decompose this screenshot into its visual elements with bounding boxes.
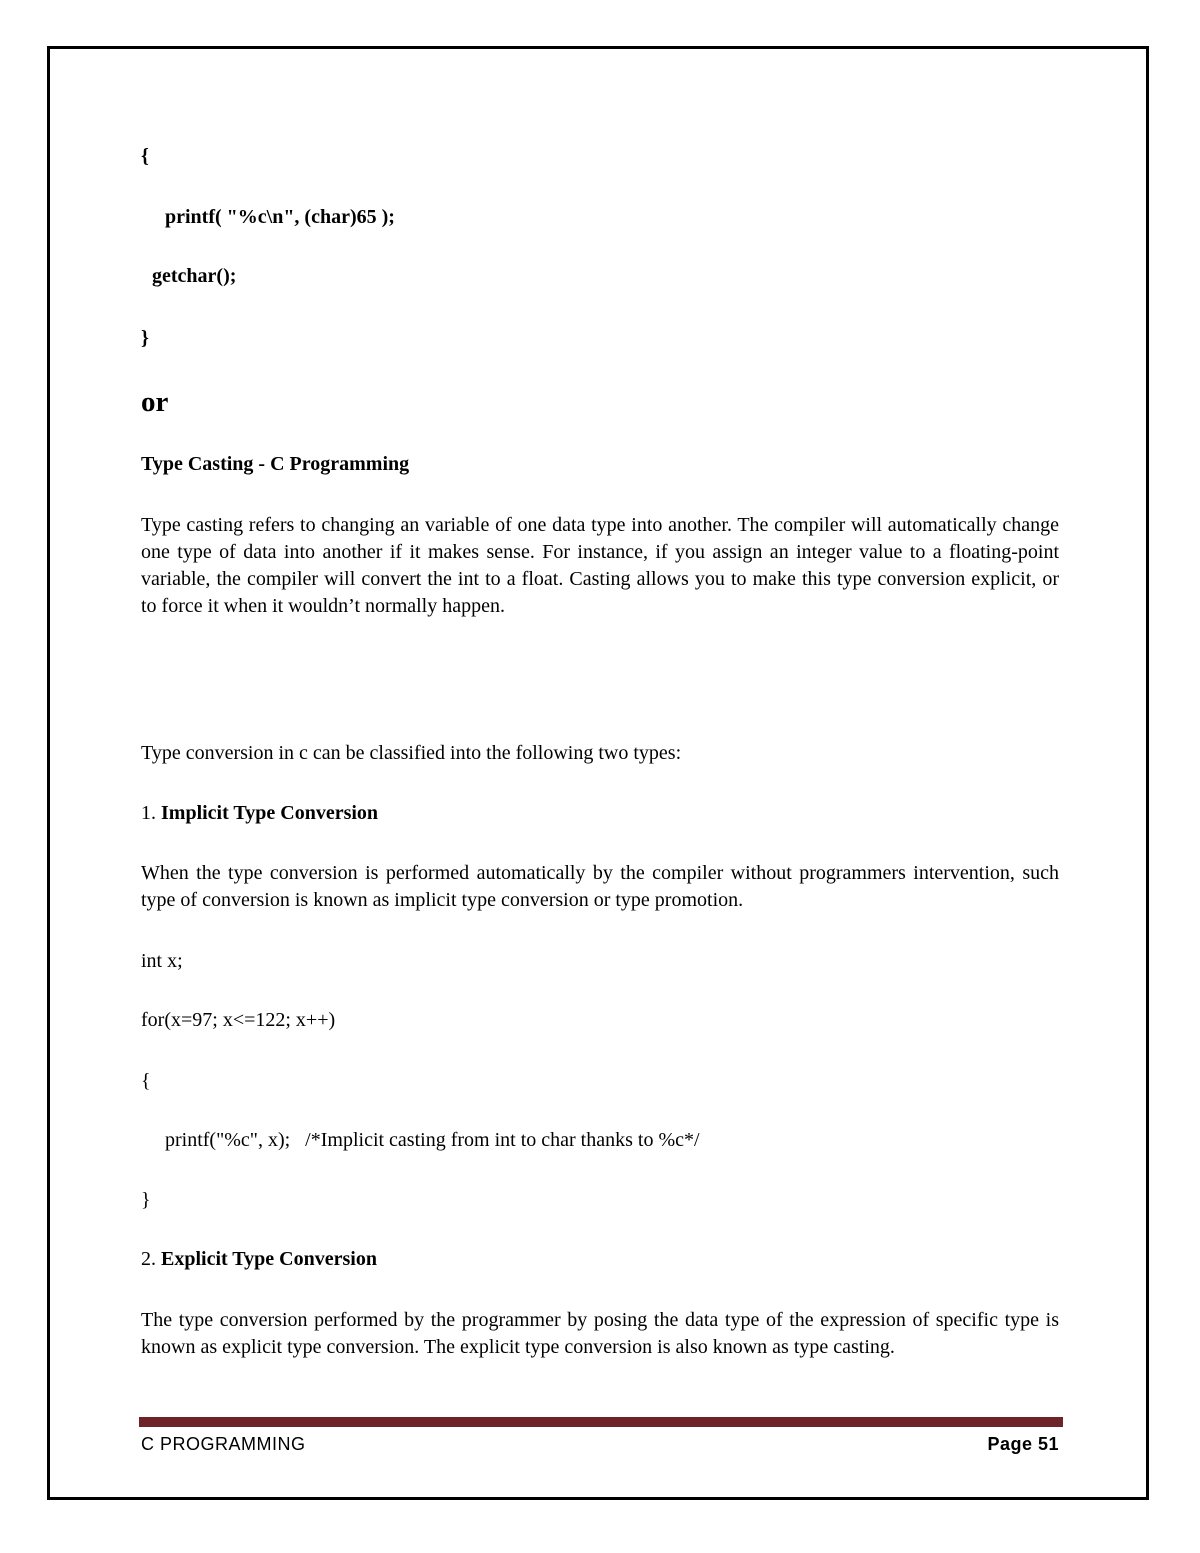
code2-printf-line: printf("%c", x); /*Implicit casting from int to char thanks to %c*/ <box>165 1129 700 1151</box>
code-getchar-line: getchar(); <box>152 265 237 287</box>
code2-open-brace: { <box>141 1070 151 1092</box>
explicit-heading <box>141 1247 377 1271</box>
classification-text: Type conversion in c can be classified into the following two types: <box>141 742 682 764</box>
footer-rule <box>139 1417 1063 1427</box>
code-open-brace: { <box>141 145 149 167</box>
code-int-decl: int x; <box>141 950 183 972</box>
implicit-paragraph: When the type conversion is performed automatically by the compiler without programmers intervention, such type of conversion is known as implicit type conversion or type promotion. <box>141 862 1059 911</box>
section-paragraph: Type casting refers to changing an variable of one data type into another. The compiler will automatically change one type of data into another if it makes sense. For instance, if you assign an integer value to a floating-point variable, the compiler will convert the int to a float. Casting allows you to make this type conversion explicit, or to force it when it wouldn’t normally happen. <box>141 514 1059 617</box>
page-number: Page 51 <box>987 1434 1059 1454</box>
explicit-title: Explicit Type Conversion <box>161 1248 377 1270</box>
implicit-number: 1. <box>141 802 156 824</box>
explicit-number: 2. <box>141 1248 156 1270</box>
code2-close-brace: } <box>141 1189 151 1211</box>
code-printf-line: printf( "%c\n", (char)65 ); <box>165 206 395 228</box>
code-for-line: for(x=97; x<=122; x++) <box>141 1009 336 1031</box>
explicit-paragraph: The type conversion performed by the programmer by posing the data type of the expression of specific type is known as explicit type conversion. The explicit type conversion is also known as type casting. <box>141 1309 1059 1358</box>
implicit-heading <box>141 801 378 825</box>
or-label: or <box>141 386 169 418</box>
footer-title: C PROGRAMMING <box>141 1434 306 1454</box>
implicit-title: Implicit Type Conversion <box>161 802 379 824</box>
code-close-brace: } <box>141 327 149 349</box>
section-heading: Type Casting - C Programming <box>141 453 410 475</box>
